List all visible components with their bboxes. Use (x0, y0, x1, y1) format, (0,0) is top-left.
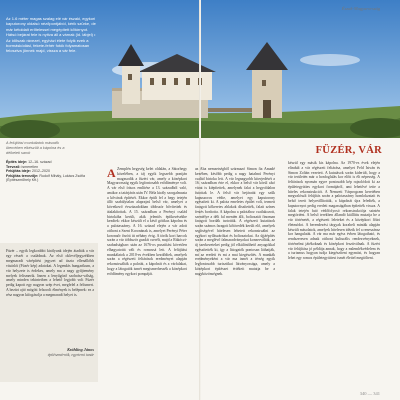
photo-caption: Az 1.6 méter magas szalag elé vár északi, egykori kaputorony oldalsó nézőpontjából, kérik szürke, de már kétoldalt erőtelessel megépített kőtórnyot. Hátsó bejárat fele is nyitva áll a várnak (ld. lábjel) • Az időszak rávezet, egyházi élete folyik ezek a bormáskódási, fekete-fehér fotók folyamatosan felosztva jönnek majd, vissza a vár fele. (6, 16, 96, 54)
page-title: FÜZÉR, VÁR (315, 145, 382, 156)
fact-value: 12–16. század (28, 160, 52, 164)
fact-value: Rudolf Mihály, Lukács Zsófia (Építészműhely Kft.) (6, 173, 86, 183)
fact-key: Építés ideje: (6, 160, 28, 164)
side-caption: A felújítási munkálatok második ütemében elkészült a kápolna és a délkeleti sarok (6, 141, 65, 155)
drop-cap: A (107, 167, 116, 180)
column-1-body: Zemplén hegység kelet oldalán, a Sátorhegy közelében, a táj egyik legszebb pontján magasodik a füzéri vár, amely a középkori Magyarország egyik legfontosabb erődítménye volt. A vár első írásos említése a 13. századból való, amikor a tatárjárás után IV. Béla király szorgalmazta a kővárak építését. Ekkor épült fel a hegy tetején álló szabálytalan alaprajzú belső vár, amelyet a következő évszázadokban többször bővítettek és átalakítottak. A 15. században a Perényi család birtokába került, akik jelentős építkezésekbe kezdtek: ekkor készült el a késő gótikus kápolna és a palotaszárny. A 16. század elején a vár adott otthont a Szent Koronának is, amelyet Perényi Péter koronaőr őrzött itt néhány évig. A török kori harcok során a vár többször gazdát cserélt, majd a Rákóczi-szabadságharc után az 1676-os pusztítást követően elhagyatottá vált és romossá lett. A felújítási munkálatok a 2010-es években kezdődtek, amelyek során a régészeti feltárások eredményei alapján rekonstruálták a palotát, a kápolnát és a várfalakat, hogy a látogatók ismét megismerhessék a középkori erődítmény egykori pompáját. (107, 167, 187, 276)
text-column-3: készül egy másik kis kápolna. Az 1970-es évek elején elindult a vár régészeti feltárása, amelyet Feld István és Simon Zoltán vezetett. A kutatások során kiderült, hogy a vár területén már a honfoglalás kor előtt is élt népesség. A feltárások nyomán egyre pontosabb kép rajzolódott ki az épületegyüttes egykori formájáról, ami lehetővé tette a hiteles rekonstrukciót. A Nemzeti Várprogram keretében megvalósult felújítás során a palotaszárny homlokzatait és belső tereit helyreállították, a kápolnát újra lefedték, a kaputornyot pedig eredeti magasságában építették vissza. A falak tetején futó védőfolyosó rekonstrukciója szintén megtörtént. A belső terekben állandó kiállítás mutatja be a vár történetét, a régészeti leleteket és a középkori főúri életmódot. A berendezési tárgyak korabeli minták alapján készült másolatok, amelyek hitelesen idézik fel a reneszánsz kor hangulatát. A vár ma már egész évben látogatható, és rendszeresen adnak otthont kulturális rendezvényeknek, történelmi játékoknak és középkori fesztiválnak. A füzéri vár felújítása jó példája annak, hogy a műemlékvédelem és a turizmus hogyan tudja kiegészíteni egymást, és hogyan lehet egy romos épületegyüttest ismét élettel megtölteni. (288, 161, 380, 260)
text-column-1 (107, 167, 187, 389)
page-number: 340 — 341 (359, 391, 380, 396)
fact-value: 2012–2020 (31, 169, 50, 174)
fact-key: Tervező: (6, 164, 21, 169)
fact-row (6, 174, 98, 183)
fact-key: Felújítás ideje: (6, 169, 31, 174)
author-role: építészmérnök, egyetemi tanár (47, 353, 94, 357)
commentary-text: Füzér – egyik legkorábbi királyunk idején átadták a vár egy részét a családnak. Az első oklevéljegyzékben megmaradt várépítési jegyzet ad tiszta ellenállóbb vásárlói (Füzér kép) adatokat. A legendás hungarikum, a vár helyzete is érdekes, amely ma a nagy gyűjtemény melyek felismerik. Innen a lenyűgöző szobrász-válság, amely minden tekintetben a lehető legjobb volt Füzér pedig kapott egy nagyon szép évet, megfelel a felismert. A bezárt ajtó mögött felsorolt élmények is belépnek: ez a rész nagyon kifogásolja a megmaradt helyet is. (6, 249, 94, 298)
author-name: Krähling János (67, 347, 94, 352)
running-head: Észak-Magyarország (341, 6, 380, 11)
building-facts (6, 160, 98, 183)
fact-key: Felújítás tervezője: (6, 173, 39, 178)
text-column-2: az Aba nemzetségből származó Simon fia Amadé kezében, később pedig a nagy hatalmú Perényi család birtoka lett. A vár legnagyobb kiterjedését a 16. században érte el, ekkor a belső vár körül alsó várat is kiépítettek, amelynek falai a hegyoldalon futottak le. A felső vár bejáratát egy szűk kapuszoros védte, amelyet egy kaputorony egészített ki. A palota emeletes épület volt, termeit faragott kőkeretes ablakok díszítették, falait színes festés borította. A kápolna a palotához csatlakozott, szentélye a déli fal mentén állt, boltozatát finoman faragott bordák tartották. A régészeti kutatások során számos faragott kőtöredék került elő, amelyek segítségével hitelesen lehetett rekonstruálni az egykori nyílászárókat és boltozatokat. Az újjáépítés során a meglévő falmaradványokat konzerválták, az új szerkezeteket pedig jól elkülöníthető anyagokkal egészítették ki, így a látogatók pontosan láthatják, mi az eredeti és mi a mai kiegészítés. A munkák eredményeként a vár ma ismét a térség egyik legfontosabb turisztikai látványossága, amely a középkori építészet értékeit mutatja be a nagyközönségnek. (195, 167, 275, 276)
fact-value: ismeretlen (21, 164, 39, 169)
